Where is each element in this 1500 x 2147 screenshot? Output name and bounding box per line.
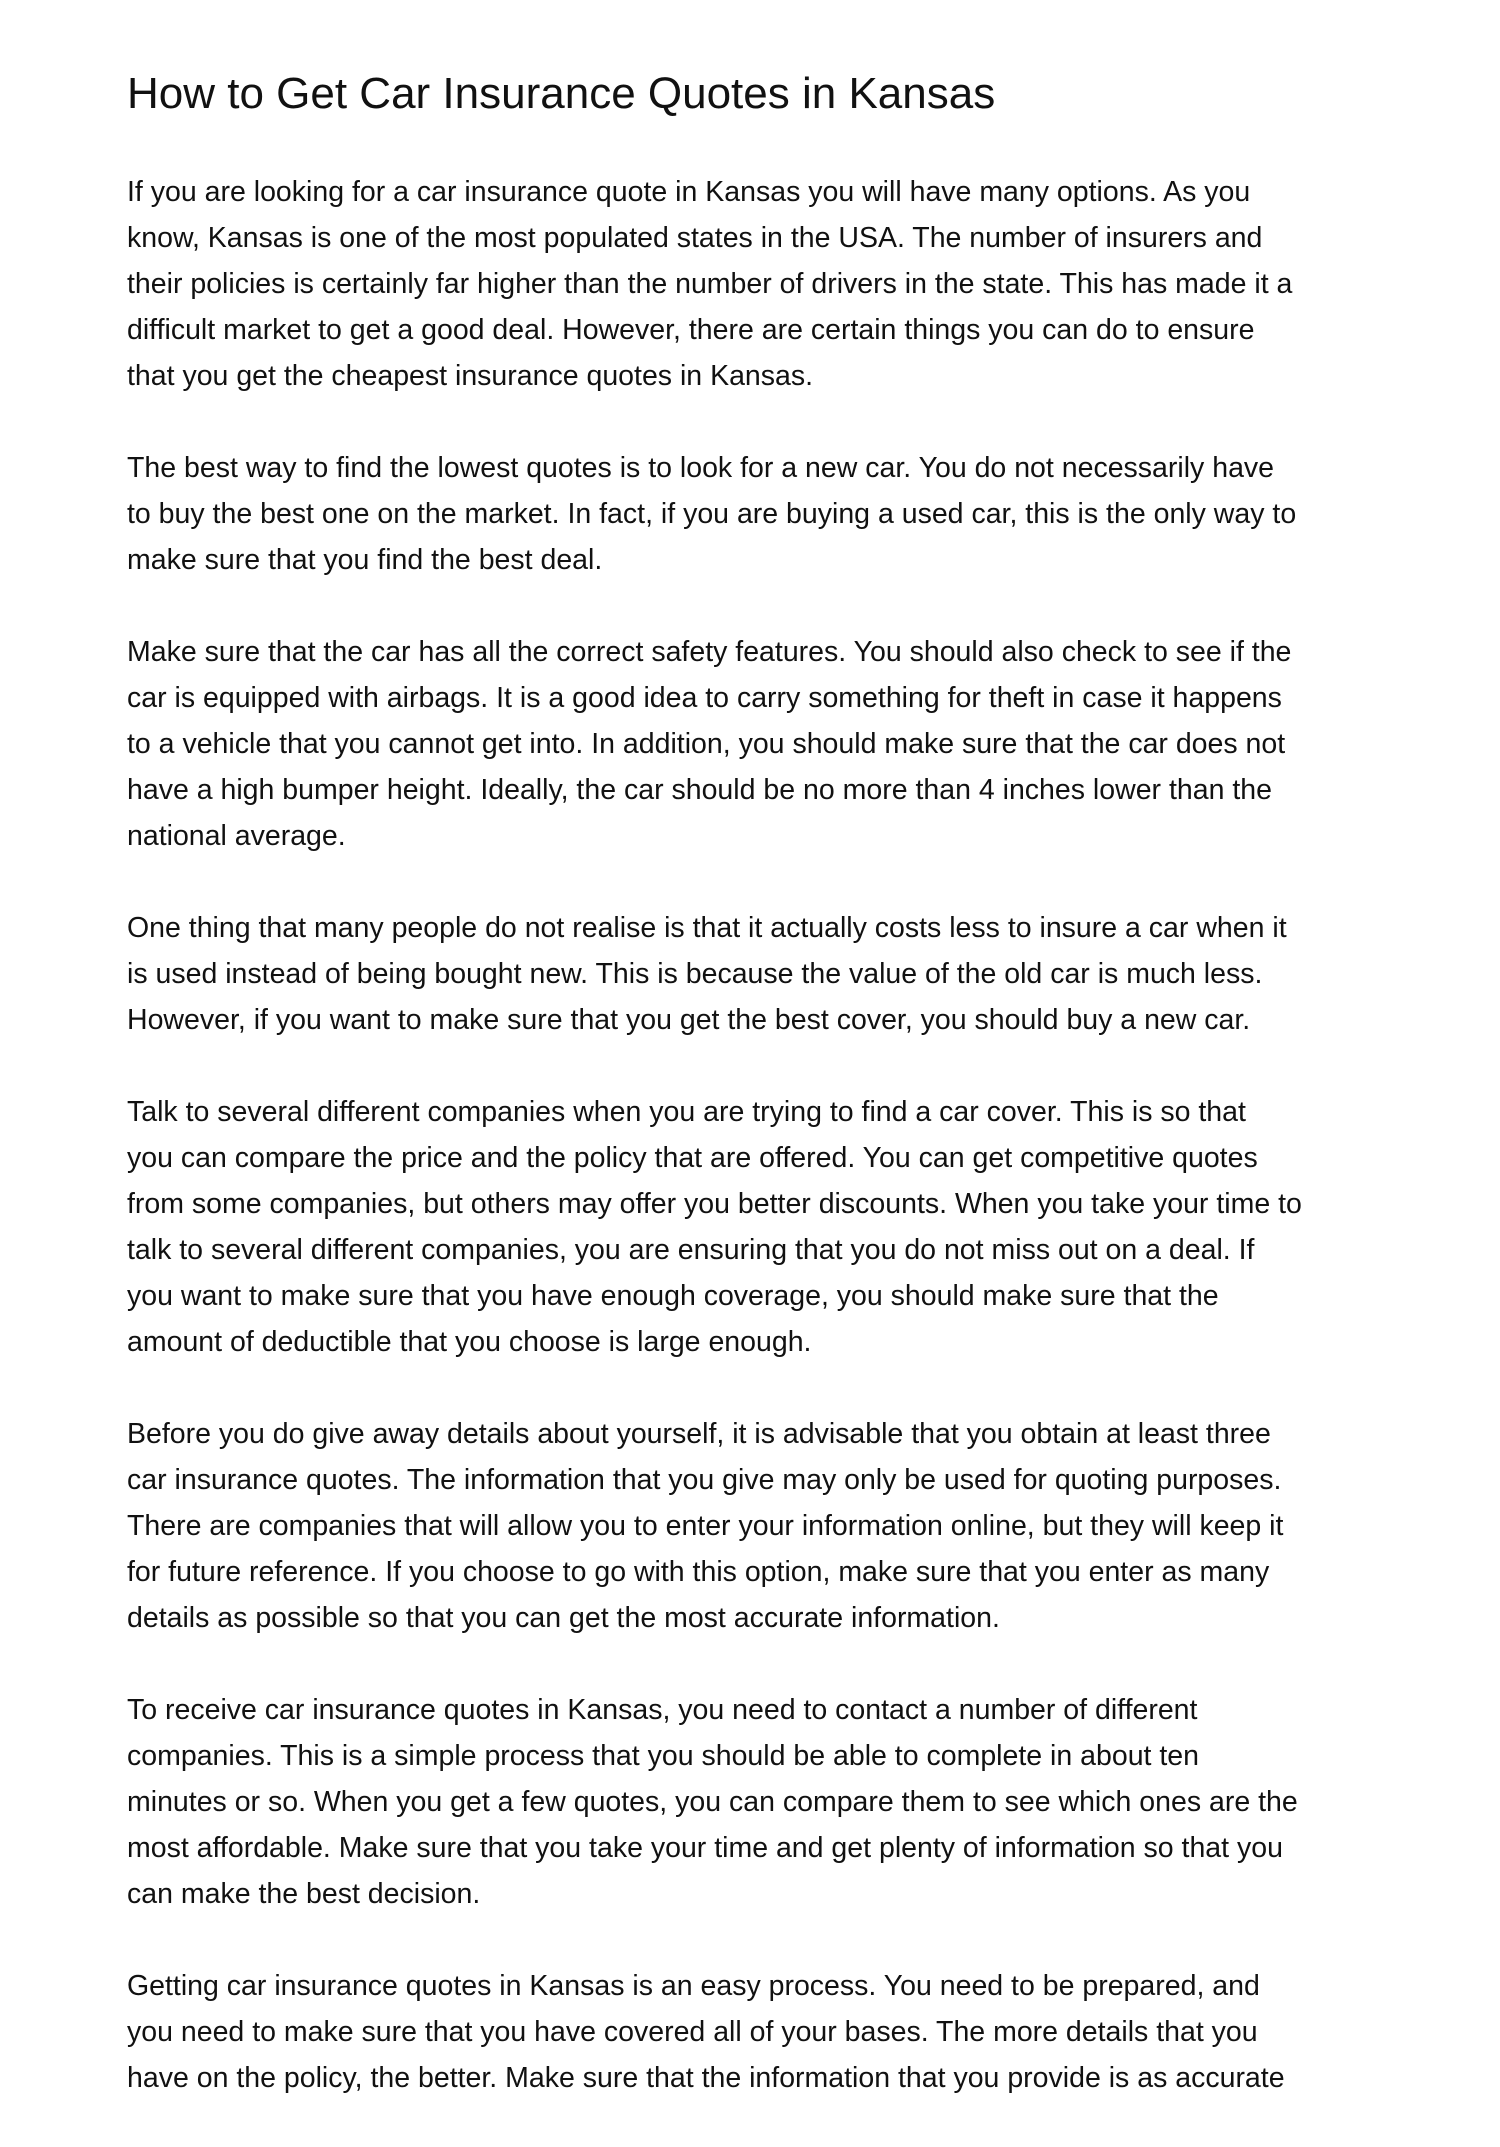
text-line: to buy the best one on the market. In fact, if you are buying a used car, this is the only way to [127,498,1297,530]
text-line: companies. This is a simple process that you should be able to complete in about ten [127,1740,1200,1772]
text-line: details as possible so that you can get the most accurate information. [127,1602,1000,1634]
text-line: that you get the cheapest insurance quotes in Kansas. [127,360,814,392]
text-line: minutes or so. When you get a few quotes, you can compare them to see which ones are the [127,1786,1298,1818]
text-line: from some companies, but others may offer you better discounts. When you take your time to [127,1188,1302,1220]
text-line: you need to make sure that you have covered all of your bases. The more details that you [127,2016,1258,2048]
text-line: car is equipped with airbags. It is a good idea to carry something for theft in case it happens [127,682,1282,714]
paragraph-8 [127,1963,1397,2101]
text-line: their policies is certainly far higher than the number of drivers in the state. This has made it a [127,268,1293,300]
text-line: Before you do give away details about yourself, it is advisable that you obtain at least three [127,1418,1271,1450]
paragraph-7 [127,1687,1397,1917]
text-line: you want to make sure that you have enough coverage, you should make sure that the [127,1280,1219,1312]
paragraph-6 [127,1411,1397,1641]
text-line: However, if you want to make sure that you get the best cover, you should buy a new car. [127,1004,1251,1036]
paragraph-3 [127,629,1397,859]
text-line: national average. [127,820,346,852]
text-line: Getting car insurance quotes in Kansas is an easy process. You need to be prepared, and [127,1970,1260,2002]
text-line: make sure that you find the best deal. [127,544,603,576]
paragraph-5 [127,1089,1397,1365]
paragraph-2 [127,445,1397,583]
text-line: Talk to several different companies when you are trying to find a car cover. This is so that [127,1096,1246,1128]
text-line: There are companies that will allow you to enter your information online, but they will keep it [127,1510,1284,1542]
text-line: The best way to find the lowest quotes is to look for a new car. You do not necessarily have [127,452,1275,484]
text-line: for future reference. If you choose to go with this option, make sure that you enter as many [127,1556,1270,1588]
text-line: Make sure that the car has all the correct safety features. You should also check to see if the [127,636,1292,668]
text-line: have a high bumper height. Ideally, the car should be no more than 4 inches lower than the [127,774,1272,806]
text-line: To receive car insurance quotes in Kansas, you need to contact a number of different [127,1694,1198,1726]
text-line: most affordable. Make sure that you take your time and get plenty of information so that you [127,1832,1283,1864]
text-line: know, Kansas is one of the most populated states in the USA. The number of insurers and [127,222,1263,254]
text-line: car insurance quotes. The information that you give may only be used for quoting purposes. [127,1464,1282,1496]
text-line: One thing that many people do not realise is that it actually costs less to insure a car when it [127,912,1287,944]
text-line: have on the policy, the better. Make sure that the information that you provide is as accurate [127,2062,1285,2094]
document-body [127,169,1397,2147]
text-line: is used instead of being bought new. This is because the value of the old car is much less. [127,958,1263,990]
text-line: difficult market to get a good deal. However, there are certain things you can do to ensure [127,314,1255,346]
text-line: you can compare the price and the policy that are offered. You can get competitive quotes [127,1142,1258,1174]
paragraph-4 [127,905,1397,1043]
document-title: How to Get Car Insurance Quotes in Kansas [127,69,996,118]
text-line: can make the best decision. [127,1878,481,1910]
text-line: If you are looking for a car insurance quote in Kansas you will have many options. As you [127,176,1251,208]
text-line: talk to several different companies, you are ensuring that you do not miss out on a deal. If [127,1234,1255,1266]
paragraph-1 [127,169,1397,399]
text-line: to a vehicle that you cannot get into. In addition, you should make sure that the car does not [127,728,1286,760]
text-line: amount of deductible that you choose is large enough. [127,1326,812,1358]
